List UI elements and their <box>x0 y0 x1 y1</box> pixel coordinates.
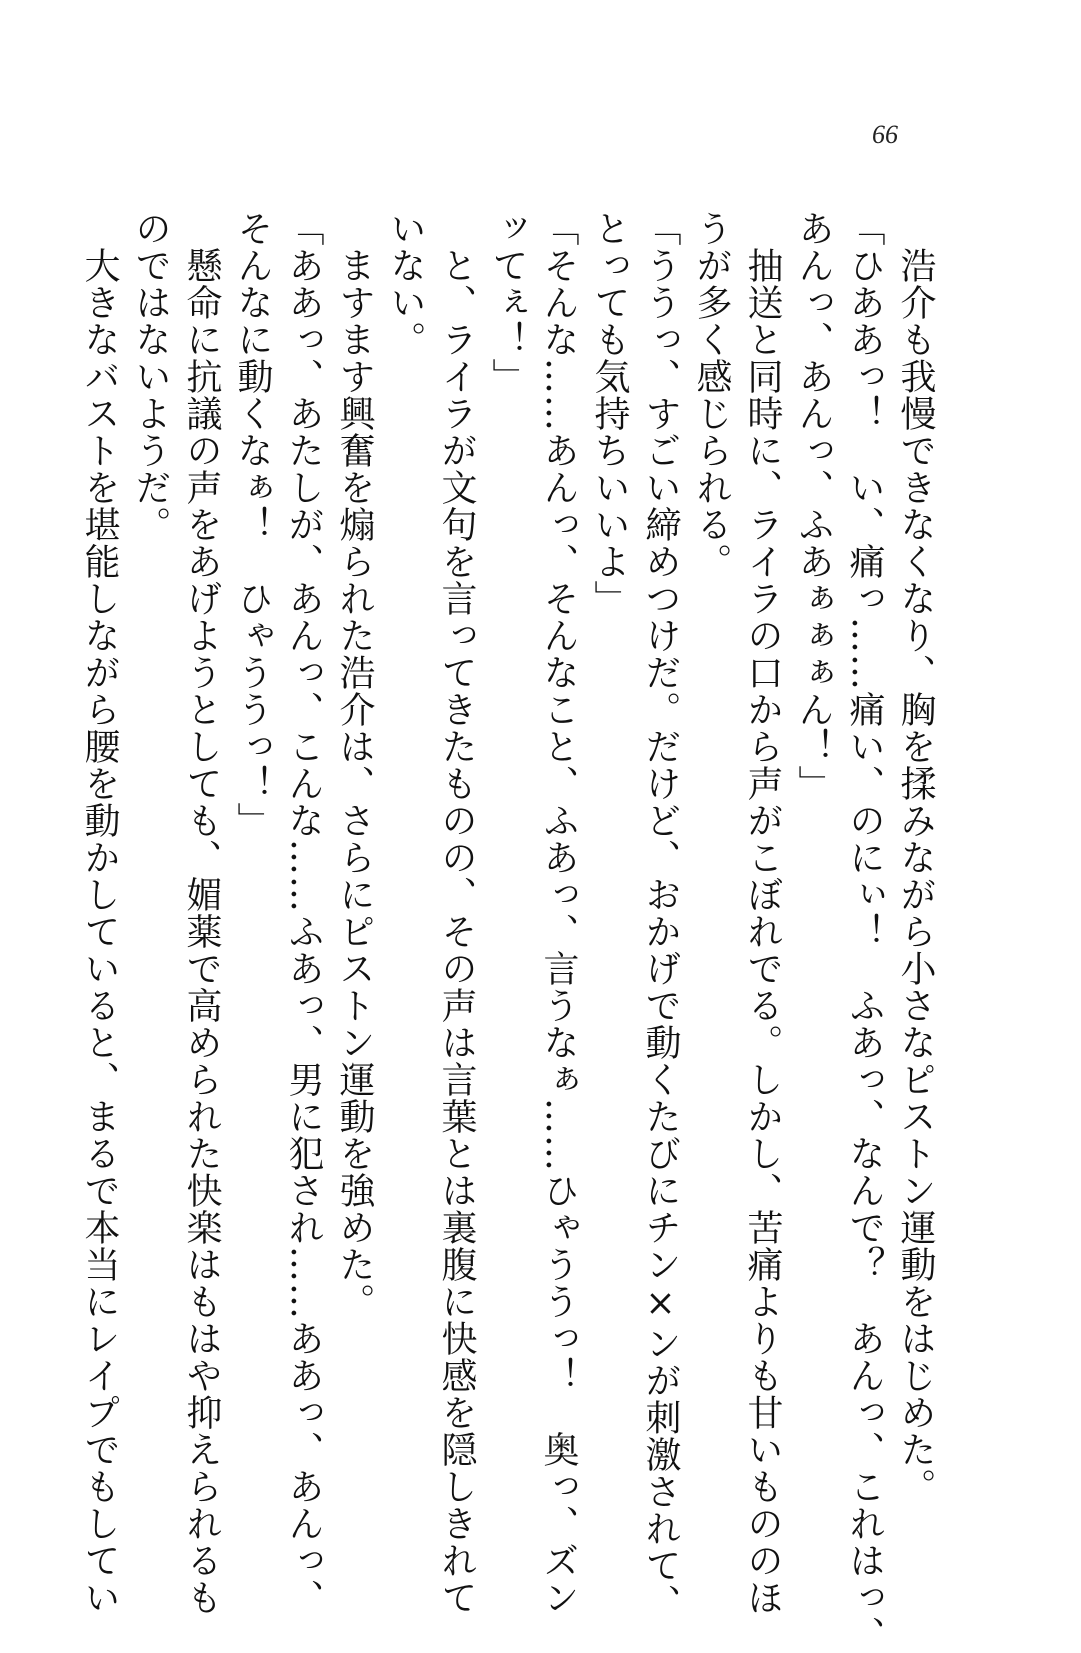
text-line: 「ひああっ！ い、痛っ……痛い、のにぃ！ ふあっ、なんで？ あんっ、これはっ、 <box>844 210 885 1653</box>
body-text <box>79 210 941 1653</box>
text-line: と、ライラが文句を言ってきたものの、その声は言葉とは裏腹に快感を隠しきれて <box>436 210 477 1616</box>
text-line: いない。 <box>385 210 426 358</box>
text-line: そんなに動くなぁ！ ひゃううっ！」 <box>232 210 273 839</box>
text-line: 「ううっ、すごい締めつけだ。だけど、おかげで動くたびにチン×ンが刺激されて、 <box>640 210 681 1621</box>
text-line: のではないようだ。 <box>130 210 171 543</box>
text-line: 懸命に抗議の声をあげようとしても、媚薬で高められた快楽はもはや抑えられるも <box>181 210 222 1616</box>
text-line: 浩介も我慢できなくなり、胸を揉みながら小さなピストン運動をはじめた。 <box>895 210 936 1505</box>
text-line: 大きなバストを堪能しながら腰を動かしていると、まるで本当にレイプでもしてい <box>79 210 120 1616</box>
text-line: 「ああっ、あたしが、あんっ、こんな……ふあっ、男に犯され……ああっ、あんっ、 <box>283 210 324 1616</box>
text-line: ますます興奮を煽られた浩介は、さらにピストン運動を強めた。 <box>334 210 375 1320</box>
text-line: とっても気持ちいいよ」 <box>589 210 630 617</box>
text-line: ッてぇ！」 <box>487 210 528 395</box>
text-line: あんっ、あんっ、ふあぁぁぁん！」 <box>793 210 834 802</box>
text-line: 抽送と同時に、ライラの口から声がこぼれでる。しかし、苦痛よりも甘いもののほ <box>742 210 783 1616</box>
text-line: うが多く感じられる。 <box>691 210 732 580</box>
page-number: 66 <box>872 120 898 149</box>
text-line: 「そんな……あんっ、そんなこと、ふあっ、言うなぁ……ひゃううっ！ 奥っ、ズン <box>538 210 579 1616</box>
